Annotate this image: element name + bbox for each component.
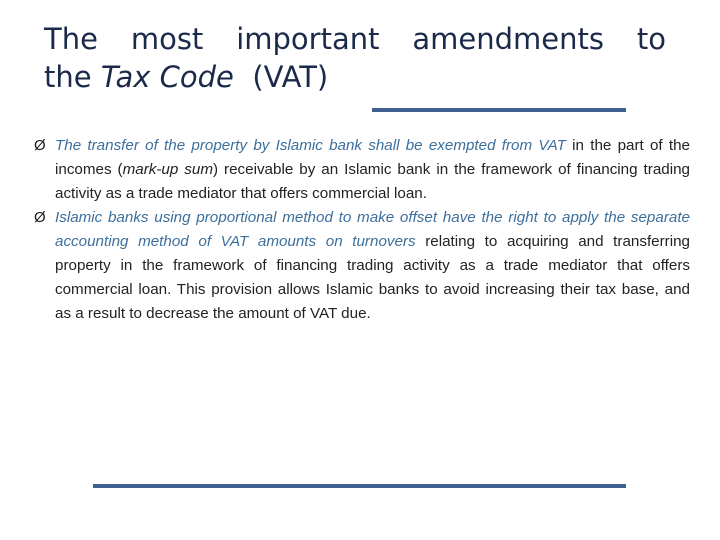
- bullet-1-text-a: in the part of the incomes (: [55, 137, 690, 178]
- title-prefix: the: [44, 60, 101, 94]
- bullet-item-1: [34, 134, 690, 206]
- title-tax-code: Tax Code: [100, 60, 234, 94]
- slide-title: [44, 20, 684, 96]
- bullet-1-emph: mark-up sum: [122, 161, 213, 178]
- arrow-bullet-icon: Ø: [34, 209, 46, 226]
- title-line-1: The most important amendments to: [44, 22, 666, 56]
- footer-rule: [93, 484, 626, 488]
- title-underline-rule: [372, 108, 626, 112]
- bullet-2-accent: Islamic banks using proportional method to make offset have the right to apply the separate accounting method of VAT amounts on turnovers: [55, 209, 690, 250]
- title-line-2: [44, 58, 684, 96]
- bullet-1-accent: The transfer of the property by Islamic bank shall be exempted from VAT: [55, 137, 566, 154]
- bullet-1-text-b: ) receivable by an Islamic bank in the framework of financing trading activity as a trade mediator that offers commercial loan.: [55, 161, 690, 202]
- arrow-bullet-icon: Ø: [34, 137, 46, 154]
- title-suffix: (VAT): [233, 60, 329, 94]
- bullet-item-2: [34, 206, 690, 326]
- bullet-2-text-a: relating to acquiring and transferring property in the framework of financing trading activity as a trade mediator that offers commercial loan. This provision allows Islamic banks to avoid increasing their tax base, and as a result to decrease the amount of VAT due.: [55, 233, 690, 322]
- bullet-list: [34, 134, 690, 326]
